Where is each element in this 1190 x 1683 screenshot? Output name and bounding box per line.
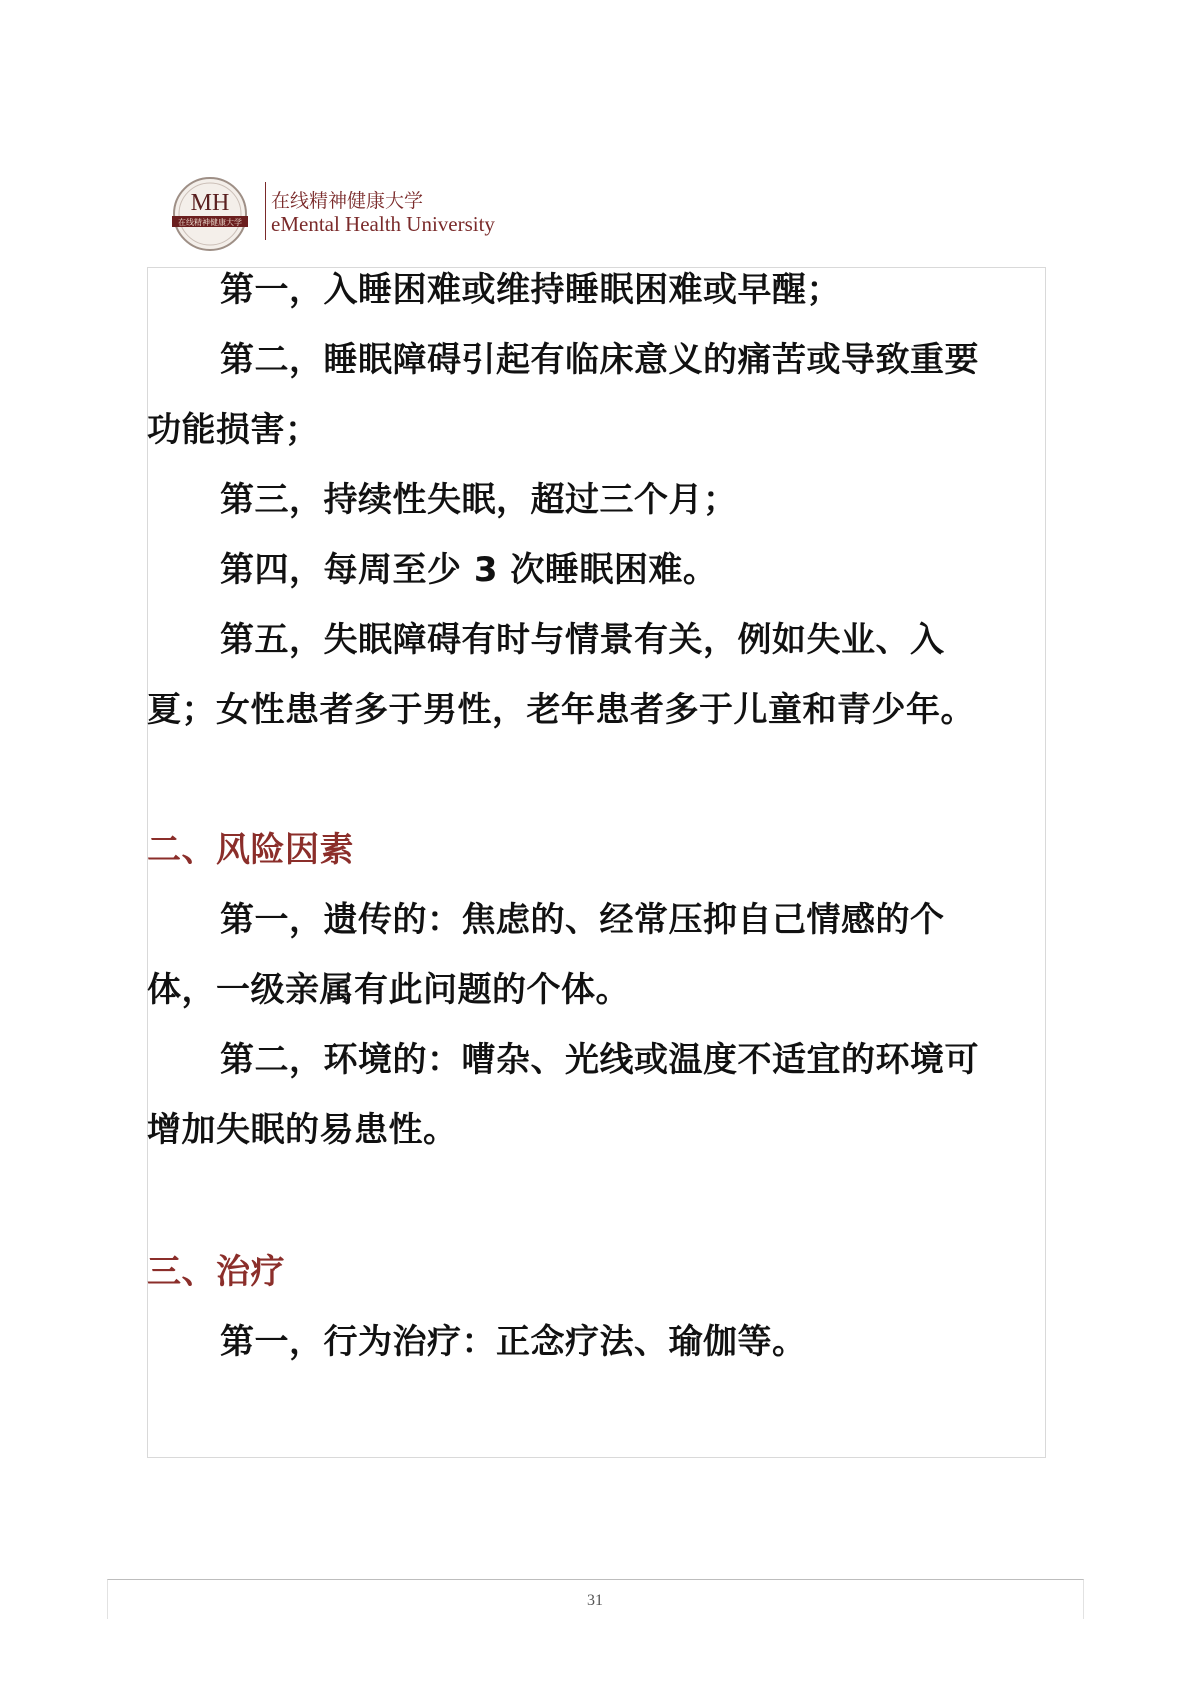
criterion-3: 第三，持续性失眠，超过三个月；	[220, 480, 738, 520]
treatment-1: 第一，行为治疗：正念疗法、瑜伽等。	[220, 1322, 807, 1362]
page-number: 31	[587, 1592, 603, 1609]
brand-name-english: eMental Health University	[271, 212, 495, 236]
risk-1-line-1: 第一，遗传的：焦虑的、经常压抑自己情感的个	[220, 900, 945, 940]
risk-2-line-1: 第二，环境的：嘈杂、光线或温度不适宜的环境可	[220, 1040, 979, 1080]
criterion-5-line-2: 夏；女性患者多于男性，老年患者多于儿童和青少年。	[147, 690, 975, 730]
university-seal-icon	[172, 176, 248, 252]
criterion-4: 第四，每周至少 3 次睡眠困难。	[220, 550, 718, 590]
seal-band-text: 在线精神健康大学	[178, 218, 242, 227]
risk-2-line-2: 增加失眠的易患性。	[147, 1110, 458, 1150]
risk-1-line-2: 体，一级亲属有此问题的个体。	[147, 970, 630, 1010]
section-heading-risk-factors: 二、风险因素	[147, 830, 354, 870]
logo-divider	[265, 182, 266, 240]
section-heading-treatment: 三、治疗	[147, 1252, 285, 1292]
criterion-1: 第一，入睡困难或维持睡眠困难或早醒；	[220, 270, 841, 310]
brand-name-chinese: 在线精神健康大学	[271, 190, 424, 212]
criterion-2-line-1: 第二，睡眠障碍引起有临床意义的痛苦或导致重要	[220, 340, 979, 380]
seal-mh-text: MH	[190, 190, 230, 216]
criterion-5-line-1: 第五，失眠障碍有时与情景有关，例如失业、入	[220, 620, 945, 660]
criterion-2-line-2: 功能损害；	[147, 410, 320, 450]
header-logo	[172, 172, 572, 248]
